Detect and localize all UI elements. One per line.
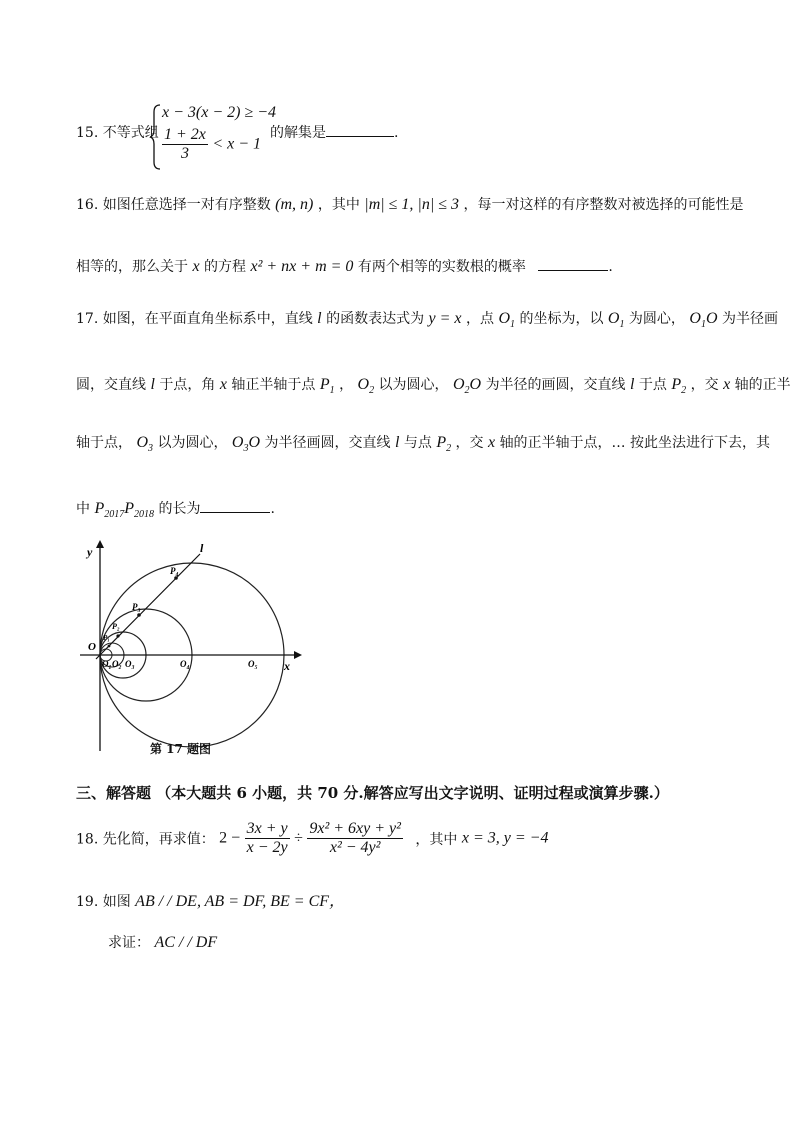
q19-line (76, 888, 345, 911)
label-y: y (87, 545, 93, 559)
q17-t7: 圆，交直线 (76, 377, 146, 393)
q17-t12: 为半径的画圆，交直线 (485, 377, 626, 393)
q17-t9: 轴正半轴于点 (231, 377, 316, 393)
q17-t1: 17. 如图，在平面直角坐标系中，直线 (76, 311, 313, 327)
q17-l-3: l (630, 376, 635, 393)
q16-text-b: ，其中 (317, 197, 360, 213)
q17-figure (72, 536, 307, 756)
y-arrow-icon (96, 540, 104, 548)
q16-text-f: 有两个相等的实数根的概率 (357, 259, 526, 275)
q16-pair: (m, n) (275, 196, 314, 213)
q16-line-2 (76, 256, 613, 276)
q15-answer-blank (326, 122, 394, 137)
q16-condition: |m| ≤ 1, |n| ≤ 3 (364, 196, 460, 213)
q18-f2-num: 9x² + 6xy + y² (309, 820, 401, 837)
figure-caption: 第 17 题图 (150, 742, 212, 756)
q18-f2-den: x² − 4y² (329, 839, 381, 856)
q17-P2017-P2018: $P_{2017}P_{2018}$ (94, 500, 155, 521)
label-O5: O₅ (248, 659, 258, 669)
x-arrow-icon (294, 651, 302, 659)
label-O: O (88, 641, 96, 653)
q17-t10: ， (339, 377, 354, 393)
q17-t22: 中 (76, 501, 90, 517)
point-P3 (137, 613, 141, 617)
label-O1: O₁ (102, 659, 112, 669)
q17-l-2: l (150, 376, 155, 393)
q15-frac-den: 3 (180, 145, 189, 162)
label-x: x (284, 659, 290, 673)
q17-x-2: x (723, 376, 731, 393)
label-l: l (200, 541, 204, 555)
q17-t21: 轴的正半轴于点，… 按此坐法进行下去，其 (499, 435, 771, 451)
point-P4 (174, 576, 178, 580)
q18-fraction-2 (307, 820, 403, 857)
q16-var-x: x (192, 258, 200, 275)
q19-prove: AC / / DF (154, 934, 218, 951)
q17-end: . (270, 501, 275, 517)
q17-t16: 轴于点， (76, 435, 132, 451)
q16-line-1 (76, 194, 743, 214)
q18-f1-num: 3x + y (246, 820, 288, 837)
q17-line-1 (76, 308, 778, 330)
q16-text-e: 的方程 (204, 259, 247, 275)
q17-O3: $O_3$ (136, 434, 154, 455)
q17-t2: 的函数表达式为 (326, 311, 425, 327)
q17-line-3 (76, 432, 770, 454)
q17-P1: $P_1$ (319, 376, 335, 397)
q19-label: 19. 如图 (76, 894, 131, 910)
label-O4: O₄ (180, 659, 190, 669)
label-P1: P₁ (103, 634, 110, 642)
q19-prove-line (108, 932, 217, 952)
q17-line-4 (76, 498, 275, 520)
q17-O1: $O_1$ (498, 310, 515, 331)
q15-end: . (394, 125, 399, 141)
q17-line-2 (76, 374, 791, 396)
q17-x-3: x (488, 434, 496, 451)
q17-t14: ，交 (690, 377, 719, 393)
q17-t18: 为半径画圆，交直线 (264, 435, 391, 451)
q18-div: ÷ (294, 829, 303, 847)
q15-frac-num: 1 + 2x (164, 126, 206, 143)
q16-text-d: 相等的，那么关于 (76, 259, 188, 275)
q19-prove-label: 求证： (108, 935, 150, 951)
label-P4: P₄ (170, 566, 179, 576)
label-P3: P₃ (132, 602, 141, 612)
q15-inequality-1: x − 3(x − 2) ≥ −4 (162, 104, 277, 121)
point-P2 (116, 634, 119, 637)
q17-t11: 以为圆心， (378, 377, 449, 393)
q17-yx: y = x (428, 310, 462, 327)
q18-two: 2 − (219, 829, 241, 847)
q17-O2O: $O_2O$ (452, 376, 482, 397)
line-l (96, 554, 200, 659)
q16-text-a: 16. 如图任意选择一对有序整数 (76, 197, 271, 213)
q15-number: 15. 不等式组 (76, 125, 159, 141)
q17-O3O: $O_3O$ (231, 434, 261, 455)
q17-O1-b: $O_1$ (607, 310, 625, 331)
label-O3: O₃ (125, 659, 135, 669)
q17-O2: $O_2$ (357, 376, 375, 397)
q17-t5: 为圆心， (628, 311, 685, 327)
q17-t17: 以为圆心， (157, 435, 228, 451)
q18-label: 18. 先化简，再求值： (76, 831, 215, 848)
q16-equation: x² + nx + m = 0 (250, 258, 354, 275)
q17-O1O: $O_1O$ (689, 310, 718, 331)
q17-t19: 与点 (403, 435, 432, 451)
q15-suffix (270, 122, 398, 142)
q17-x-1: x (219, 376, 227, 393)
q17-t4: 的坐标为，以 (519, 311, 604, 327)
q17-answer-blank (200, 498, 270, 513)
q17-l-4: l (394, 434, 400, 451)
q18-line (76, 820, 548, 857)
q17-P2: $P_2$ (671, 376, 687, 397)
q18-values: x = 3, y = −4 (461, 829, 549, 847)
q17-P2-b: $P_2$ (436, 434, 452, 455)
q18-fraction-1 (245, 820, 290, 857)
q18-f1-den: x − 2y (246, 839, 288, 856)
q17-t15: 轴的正半 (734, 377, 791, 393)
q15-brace (150, 104, 162, 170)
q16-end: . (608, 259, 613, 275)
q17-t6: 为半径画 (721, 311, 778, 327)
q15-inequality-2 (162, 126, 261, 163)
q19-given: AB / / DE, AB = DF, BE = CF， (135, 893, 346, 910)
q17-t8: 于点，角 (159, 377, 216, 393)
q16-answer-blank (538, 256, 608, 271)
section-3-heading: 三、解答题 （本大题共 6 小题，共 70 分.解答应写出文字说明、证明过程或演算步骤.） (76, 784, 669, 802)
label-O2: O₂ (112, 659, 122, 669)
q15-row2-rest: < x − 1 (212, 135, 262, 153)
q16-text-c: ，每一对这样的有序整数对被选择的可能性是 (463, 197, 744, 213)
q18-where: ，其中 (415, 831, 458, 848)
q17-l: l (317, 310, 322, 327)
label-P2: P₂ (112, 622, 120, 631)
q17-t20: ，交 (455, 435, 484, 451)
point-P1 (108, 645, 111, 648)
q15-suffix-text: 的解集是 (270, 125, 326, 141)
q17-t13: 于点 (638, 377, 667, 393)
q17-t3: ，点 (465, 311, 494, 327)
q17-t23: 的长为 (158, 501, 201, 517)
